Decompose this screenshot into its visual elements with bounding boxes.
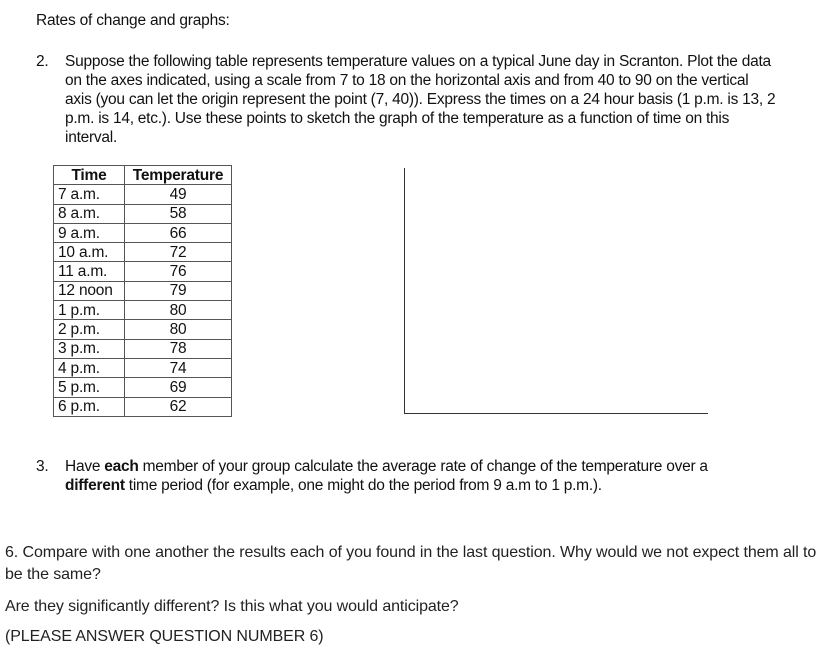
question-6-instruction: (PLEASE ANSWER QUESTION NUMBER 6) [5,628,324,645]
time-cell: 1 p.m. [54,301,125,320]
temperature-cell: 76 [125,262,232,281]
time-cell: 10 a.m. [54,243,125,262]
table-row [54,301,232,320]
time-cell: 2 p.m. [54,320,125,339]
vertical-axis [404,168,405,414]
temperature-table [53,165,232,417]
temperature-cell: 69 [125,378,232,397]
temperature-cell: 66 [125,223,232,242]
question-3-emphasis-each: each [104,458,139,475]
temperature-cell: 74 [125,358,232,377]
table-row [54,339,232,358]
horizontal-axis [404,413,708,414]
temperature-cell: 78 [125,339,232,358]
question-3-emphasis-different: different [65,477,125,494]
table-row [54,223,232,242]
question-3-text-part: member of your group calculate the average rate of change of the temperature over a [138,458,708,475]
temperature-cell: 62 [125,397,232,416]
temperature-cell: 72 [125,243,232,262]
temperature-cell: 80 [125,301,232,320]
time-cell: 11 a.m. [54,262,125,281]
time-cell: 9 a.m. [54,223,125,242]
table-row [54,378,232,397]
temperature-cell: 80 [125,320,232,339]
table-row [54,281,232,300]
table-row [54,243,232,262]
question-2-text: Suppose the following table represents temperature values on a typical June day in Scranton. Plot the data on the axes indicated, using a scale from 7 to 18 on the horizontal axis and from 40 to 90 on the vertical axis (you can let the origin represent the point (7, 40)). Express the times on a 24 hour basis (1 p.m. is 13, 2 p.m. is 14, etc.). Use these points to sketch the graph of the temperature as a function of time on this interval. [65,53,776,146]
table-row [54,204,232,223]
table-row [54,320,232,339]
question-3-text-part: Have [65,458,105,475]
question-3-text-part: time period (for example, one might do the period from 9 a.m to 1 p.m.). [124,477,602,494]
temperature-cell: 49 [125,185,232,204]
time-cell: 5 p.m. [54,378,125,397]
question-6-followup: Are they significantly different? Is this what you would anticipate? [5,598,459,615]
table-row [54,185,232,204]
time-cell: 8 a.m. [54,204,125,223]
table-row [54,358,232,377]
temperature-cell: 58 [125,204,232,223]
question-3-text [65,457,765,495]
worksheet-heading: Rates of change and graphs: [36,12,230,29]
column-header-time: Time [54,166,125,185]
time-cell: 6 p.m. [54,397,125,416]
table-header-row [54,166,232,185]
table-row [54,397,232,416]
time-cell: 12 noon [54,281,125,300]
temperature-cell: 79 [125,281,232,300]
time-cell: 3 p.m. [54,339,125,358]
question-6 [5,542,830,648]
time-cell: 4 p.m. [54,358,125,377]
question-3-number: 3. [36,458,49,475]
question-6-prompt: 6. Compare with one another the results each of you found in the last question. Why would we not expect them all to be the same? [5,544,817,583]
column-header-temperature: Temperature [125,166,232,185]
table-row [54,262,232,281]
question-2-number: 2. [36,53,49,70]
time-cell: 7 a.m. [54,185,125,204]
